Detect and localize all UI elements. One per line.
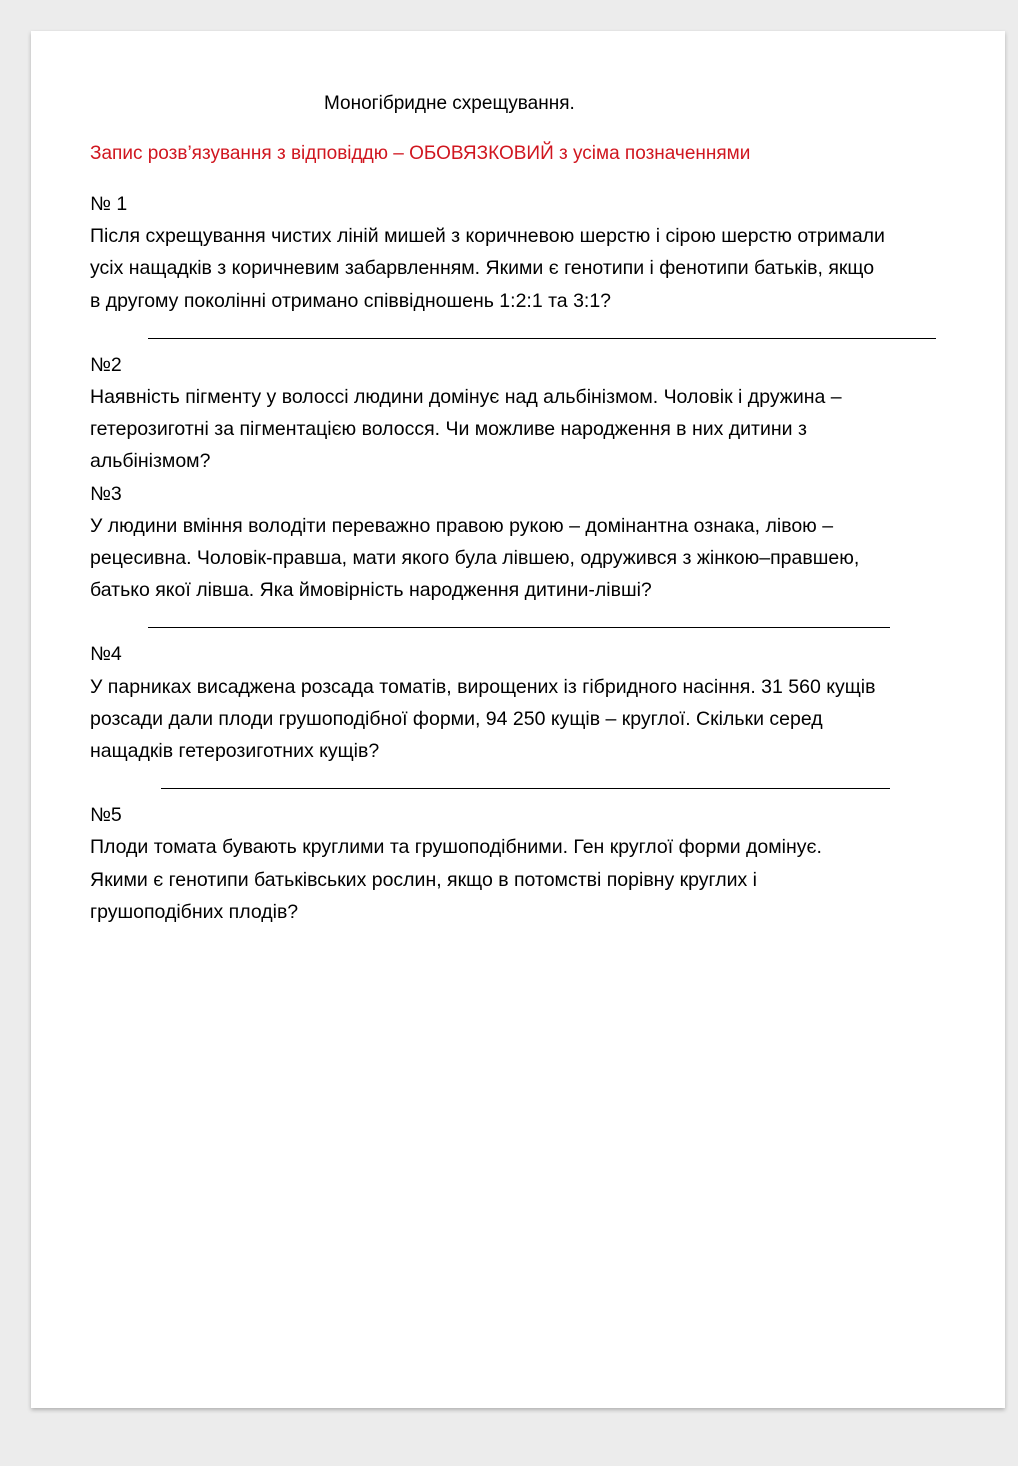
document-subtitle: Запис розв’язування з відповіддю – ОБОВЯЗКОВИЙ з усіма позначеннями <box>90 143 751 164</box>
task-text-line: в другому поколінні отримано співвідношень 1:2:1 та 3:1? <box>90 289 612 312</box>
task-number: № 1 <box>90 193 128 215</box>
task-text-line: розсади дали плоди грушоподібної форми, 94 250 кущів – круглої. Скільки серед <box>90 707 823 730</box>
task-text <box>90 671 960 768</box>
tasks-content <box>90 188 960 928</box>
task-text-line: Плоди томата бувають круглими та грушоподібними. Ген круглої форми домінує. <box>90 836 822 859</box>
task-text-line: У парниках висаджена розсада томатів, вирощених із гібридного насіння. 31 560 кущів <box>90 675 876 698</box>
separator-line <box>90 317 960 349</box>
task-1 <box>90 188 960 317</box>
task-text-line: усіх нащадків з коричневим забарвленням. Якими є генотипи і фенотипи батьків, якщо <box>90 257 875 280</box>
task-text-line: грушоподібних плодів? <box>90 900 299 923</box>
task-text <box>90 510 960 607</box>
task-text-line: альбінізмом? <box>90 450 211 473</box>
task-4 <box>90 638 960 767</box>
document-title: Моногібридне схрещування. <box>324 93 575 114</box>
task-text-line: У людини вміння володіти переважно правою рукою – домінантна ознака, лівою – <box>90 514 834 537</box>
task-2 <box>90 349 960 478</box>
separator-line <box>90 767 960 799</box>
task-text-line: Наявність пігменту у волоссі людини домінує над альбінізмом. Чоловік і дружина – <box>90 386 842 409</box>
document-page <box>31 31 1005 1408</box>
task-number: №4 <box>90 643 122 666</box>
task-number: №5 <box>90 804 122 827</box>
separator-line <box>90 606 960 638</box>
task-text-line: рецесивна. Чоловік-правша, мати якого була лівшею, одружився з жінкою–правшею, <box>90 547 860 570</box>
task-text-line: Якими є генотипи батьківських рослин, якщо в потомстві порівну круглих і <box>90 868 757 891</box>
task-text <box>90 220 960 317</box>
task-number: №3 <box>90 482 122 505</box>
task-number: №2 <box>90 353 122 376</box>
task-text <box>90 381 960 478</box>
task-5 <box>90 799 960 928</box>
task-text <box>90 831 960 928</box>
task-text-line: Після схрещування чистих ліній мишей з коричневою шерстю і сірою шерстю отримали <box>90 225 885 248</box>
task-text-line: гетерозиготні за пігментацією волосся. Чи можливе народження в них дитини з <box>90 418 807 441</box>
task-text-line: нащадків гетерозиготних кущів? <box>90 740 380 763</box>
task-3 <box>90 478 960 607</box>
task-text-line: батько якої лівша. Яка ймовірність народження дитини-лівші? <box>90 579 652 602</box>
